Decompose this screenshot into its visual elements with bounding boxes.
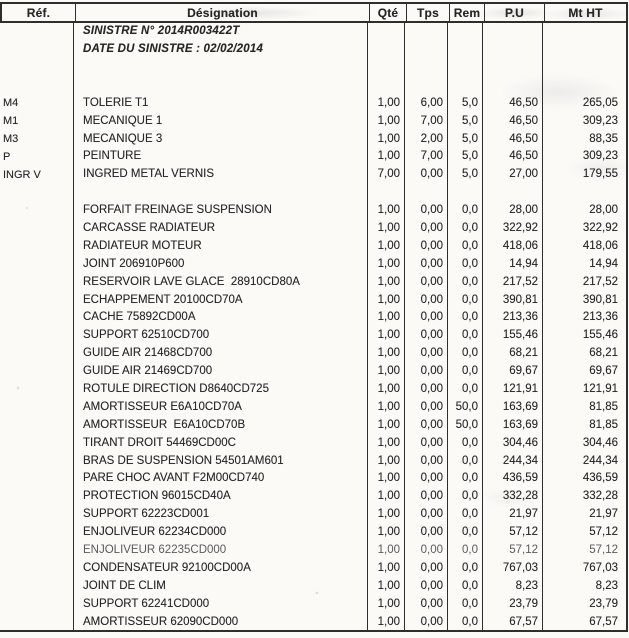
table-row [0, 112, 626, 130]
table-row [0, 327, 626, 345]
cell-rem: 0,0 [448, 452, 483, 470]
cell-pu: 67,57 [483, 613, 543, 631]
cell-tps: 0,00 [405, 542, 448, 560]
cell-mt-ht: 21,97 [589, 508, 618, 521]
cell-mt-ht: 81,85 [589, 418, 618, 431]
cell-designation: RADIATEUR MOTEUR [74, 238, 368, 256]
cell-mt-ht: 28,00 [589, 204, 618, 217]
cell-rem: 0,0 [448, 238, 483, 256]
cell-mt-ht [543, 77, 626, 95]
table-row [0, 309, 626, 327]
cell-rem: 5,0 [448, 112, 483, 130]
cell-mt-ht: 213,36 [582, 311, 618, 324]
cell-qte: 1,00 [368, 381, 405, 399]
cell-designation: DATE DU SINISTRE : 02/02/2014 [74, 41, 368, 59]
cell-qte: 1,00 [368, 417, 405, 435]
cell-ref [0, 417, 74, 435]
cell-rem [448, 23, 483, 41]
cell-pu: 436,59 [483, 470, 543, 488]
cell-rem: 5,0 [448, 148, 483, 166]
cell-pu: 46,50 [483, 148, 543, 166]
cell-ref [0, 524, 74, 542]
cell-pu: 46,50 [483, 112, 543, 130]
cell-rem: 5,0 [448, 95, 483, 113]
table-row [0, 256, 626, 274]
cell-pu: 217,52 [483, 273, 543, 291]
cell-mt-ht: 179,55 [582, 168, 618, 181]
cell-ref: M1 [0, 112, 74, 130]
cell-qte: 1,00 [368, 256, 405, 274]
cell-tps [405, 23, 448, 41]
cell-qte: 1,00 [368, 470, 405, 488]
cell-tps: 0,00 [405, 434, 448, 452]
table-row [0, 399, 626, 417]
cell-designation: PEINTURE [74, 148, 368, 166]
cell-mt-ht: 332,28 [582, 490, 618, 503]
cell-ref [0, 327, 74, 345]
cell-designation: ENJOLIVEUR 62234CD000 [74, 524, 368, 542]
table-row [0, 130, 626, 148]
cell-designation: FORFAIT FREINAGE SUSPENSION [74, 202, 368, 220]
table-row [0, 542, 626, 560]
cell-mt-ht: 8,23 [595, 579, 618, 592]
cell-designation: MECANIQUE 1 [74, 112, 368, 130]
cell-tps: 0,00 [405, 560, 448, 578]
cell-rem: 0,0 [448, 291, 483, 309]
cell-ref [0, 452, 74, 470]
cell-qte: 1,00 [368, 309, 405, 327]
cell-designation: SINISTRE N° 2014R003422T [74, 23, 368, 41]
cell-ref [0, 184, 74, 202]
cell-ref: M3 [0, 130, 74, 148]
cell-tps: 0,00 [405, 273, 448, 291]
cell-ref [0, 309, 74, 327]
cell-tps: 0,00 [405, 220, 448, 238]
cell-rem: 0,0 [448, 345, 483, 363]
cell-rem: 50,0 [448, 399, 483, 417]
cell-pu: 121,91 [483, 381, 543, 399]
cell-ref [0, 470, 74, 488]
cell-qte: 1,00 [368, 238, 405, 256]
table-row [0, 77, 626, 95]
cell-designation: PARE CHOC AVANT F2M00CD740 [74, 470, 368, 488]
cell-ref [0, 220, 74, 238]
cell-designation: SUPPORT 62223CD001 [74, 506, 368, 524]
table-row [0, 59, 626, 77]
cell-tps: 7,00 [405, 148, 448, 166]
cell-pu: 46,50 [483, 130, 543, 148]
cell-designation: ROTULE DIRECTION D8640CD725 [74, 381, 368, 399]
cell-ref: P [0, 148, 74, 166]
cell-rem [448, 184, 483, 202]
cell-tps: 2,00 [405, 130, 448, 148]
cell-tps: 0,00 [405, 202, 448, 220]
cell-tps: 7,00 [405, 112, 448, 130]
cell-pu: 244,34 [483, 452, 543, 470]
cell-pu: 213,36 [483, 309, 543, 327]
cell-qte: 1,00 [368, 202, 405, 220]
cell-tps [405, 59, 448, 77]
column-header-mtht: Mt HT [568, 5, 603, 20]
table-row [0, 524, 626, 542]
cell-rem [448, 77, 483, 95]
cell-ref [0, 488, 74, 506]
cell-rem [448, 59, 483, 77]
cell-pu: 322,92 [483, 220, 543, 238]
cell-qte [368, 184, 405, 202]
table-row [0, 95, 626, 113]
cell-mt-ht: 217,52 [582, 275, 618, 288]
cell-pu: 163,69 [483, 399, 543, 417]
table-row [0, 560, 626, 578]
cell-designation: CONDENSATEUR 92100CD00A [74, 560, 368, 578]
cell-mt-ht: 57,12 [589, 526, 618, 539]
cell-rem: 0,0 [448, 256, 483, 274]
cell-designation: CACHE 75892CD00A [74, 309, 368, 327]
cell-ref [0, 596, 74, 614]
cell-qte: 1,00 [368, 220, 405, 238]
table-row [0, 202, 626, 220]
cell-designation: TOLERIE T1 [74, 95, 368, 113]
cell-ref: INGR V [0, 166, 74, 184]
cell-tps: 0,00 [405, 256, 448, 274]
cell-rem: 0,0 [448, 596, 483, 614]
table-row [0, 417, 626, 435]
cell-ref [0, 434, 74, 452]
cell-qte [368, 41, 405, 59]
cell-tps: 0,00 [405, 470, 448, 488]
cell-qte: 1,00 [368, 327, 405, 345]
table-body [0, 23, 628, 632]
cell-mt-ht: 309,23 [582, 114, 618, 127]
cell-ref [0, 363, 74, 381]
cell-ref [0, 202, 74, 220]
cell-designation: AMORTISSEUR E6A10CD70B [74, 417, 368, 435]
cell-mt-ht: 304,46 [582, 436, 618, 449]
cell-designation [74, 59, 368, 77]
cell-designation: RESERVOIR LAVE GLACE 28910CD80A [74, 273, 368, 291]
cell-ref [0, 506, 74, 524]
cell-tps: 0,00 [405, 613, 448, 631]
cell-pu: 68,21 [483, 345, 543, 363]
table-row [0, 273, 626, 291]
table-row [0, 488, 626, 506]
column-header-pu: P.U [485, 4, 545, 21]
cell-mt-ht: 244,34 [582, 454, 618, 467]
table-row [0, 345, 626, 363]
cell-ref: M4 [0, 95, 74, 113]
cell-designation: AMORTISSEUR 62090CD000 [74, 613, 368, 631]
table-row [0, 23, 626, 41]
cell-pu: 767,03 [483, 560, 543, 578]
cell-mt-ht [543, 184, 626, 202]
cell-tps: 0,00 [405, 291, 448, 309]
cell-pu: 23,79 [483, 596, 543, 614]
cell-qte: 1,00 [368, 291, 405, 309]
cell-qte [368, 77, 405, 95]
cell-ref [0, 41, 74, 59]
cell-mt-ht: 155,46 [582, 329, 618, 342]
cell-mt-ht: 68,21 [589, 347, 618, 360]
cell-tps: 0,00 [405, 327, 448, 345]
cell-pu: 27,00 [483, 166, 543, 184]
cell-ref [0, 381, 74, 399]
column-header-tps: Tps [407, 4, 450, 21]
cell-rem: 0,0 [448, 381, 483, 399]
cell-tps [405, 77, 448, 95]
cell-rem: 0,0 [448, 220, 483, 238]
cell-pu: 21,97 [483, 506, 543, 524]
cell-ref [0, 23, 74, 41]
cell-pu: 46,50 [483, 95, 543, 113]
cell-rem: 0,0 [448, 524, 483, 542]
table-row [0, 363, 626, 381]
table-row [0, 578, 626, 596]
cell-rem: 5,0 [448, 130, 483, 148]
cell-qte: 7,00 [368, 166, 405, 184]
cell-ref [0, 291, 74, 309]
cell-qte: 1,00 [368, 148, 405, 166]
cell-designation: SUPPORT 62241CD000 [74, 596, 368, 614]
cell-designation [74, 184, 368, 202]
cell-rem [448, 41, 483, 59]
table-header-row [0, 2, 628, 23]
cell-mt-ht: 23,79 [589, 597, 618, 610]
cell-ref [0, 345, 74, 363]
cell-mt-ht: 767,03 [582, 561, 618, 574]
cell-rem: 0,0 [448, 560, 483, 578]
cell-tps: 0,00 [405, 363, 448, 381]
cell-tps: 0,00 [405, 399, 448, 417]
cell-pu [483, 184, 543, 202]
column-header-designation: Désignation [76, 4, 370, 21]
cell-pu [483, 59, 543, 77]
table-row [0, 166, 626, 184]
table-row [0, 381, 626, 399]
cell-rem: 0,0 [448, 309, 483, 327]
cell-pu: 418,06 [483, 238, 543, 256]
cell-qte: 1,00 [368, 273, 405, 291]
cell-qte [368, 23, 405, 41]
cell-mt-ht: 390,81 [582, 293, 618, 306]
cell-mt-ht: 322,92 [582, 221, 618, 234]
cell-ref [0, 560, 74, 578]
cell-rem: 0,0 [448, 202, 483, 220]
cell-ref [0, 256, 74, 274]
repair-estimate-table [0, 2, 628, 632]
cell-pu: 8,23 [483, 578, 543, 596]
cell-rem: 0,0 [448, 434, 483, 452]
table-row [0, 506, 626, 524]
cell-designation: JOINT DE CLIM [74, 578, 368, 596]
cell-pu: 28,00 [483, 202, 543, 220]
cell-qte: 1,00 [368, 613, 405, 631]
cell-designation: CARCASSE RADIATEUR [74, 220, 368, 238]
cell-designation: JOINT 206910P600 [74, 256, 368, 274]
cell-designation: TIRANT DROIT 54469CD00C [74, 434, 368, 452]
cell-ref [0, 238, 74, 256]
table-row [0, 596, 626, 614]
cell-qte: 1,00 [368, 542, 405, 560]
cell-mt-ht [543, 41, 626, 59]
cell-rem: 0,0 [448, 613, 483, 631]
cell-pu [483, 41, 543, 59]
cell-tps: 0,00 [405, 238, 448, 256]
cell-tps [405, 184, 448, 202]
table-row [0, 613, 626, 631]
table-row [0, 452, 626, 470]
cell-qte: 1,00 [368, 488, 405, 506]
column-header-rem: Rem [450, 4, 485, 21]
cell-mt-ht: 309,23 [582, 150, 618, 163]
table-row [0, 291, 626, 309]
cell-designation: SUPPORT 62510CD700 [74, 327, 368, 345]
cell-ref [0, 273, 74, 291]
cell-mt-ht: 14,94 [589, 257, 618, 270]
cell-mt-ht: 436,59 [582, 472, 618, 485]
cell-tps: 0,00 [405, 309, 448, 327]
table-row [0, 41, 626, 59]
cell-designation [74, 77, 368, 95]
cell-mt-ht: 265,05 [582, 96, 618, 109]
cell-rem: 0,0 [448, 488, 483, 506]
cell-ref [0, 578, 74, 596]
cell-mt-ht: 69,67 [589, 365, 618, 378]
cell-mt-ht: 88,35 [589, 132, 618, 145]
table-row [0, 184, 626, 202]
cell-tps: 0,00 [405, 506, 448, 524]
cell-pu: 57,12 [483, 542, 543, 560]
cell-qte: 1,00 [368, 345, 405, 363]
cell-pu: 304,46 [483, 434, 543, 452]
column-header-qte: Qté [370, 4, 407, 21]
cell-rem: 0,0 [448, 327, 483, 345]
cell-designation: MECANIQUE 3 [74, 130, 368, 148]
cell-qte: 1,00 [368, 399, 405, 417]
cell-designation: ENJOLIVEUR 62235CD000 [74, 542, 368, 560]
cell-rem: 0,0 [448, 542, 483, 560]
cell-ref [0, 613, 74, 631]
cell-rem: 0,0 [448, 363, 483, 381]
cell-rem: 5,0 [448, 166, 483, 184]
cell-pu: 155,46 [483, 327, 543, 345]
cell-pu: 14,94 [483, 256, 543, 274]
cell-qte: 1,00 [368, 560, 405, 578]
cell-rem: 0,0 [448, 506, 483, 524]
cell-tps: 0,00 [405, 452, 448, 470]
cell-pu [483, 23, 543, 41]
cell-tps: 0,00 [405, 417, 448, 435]
cell-tps: 0,00 [405, 381, 448, 399]
cell-rem: 0,0 [448, 578, 483, 596]
cell-designation: BRAS DE SUSPENSION 54501AM601 [74, 452, 368, 470]
table-row [0, 220, 626, 238]
cell-designation: GUIDE AIR 21469CD700 [74, 363, 368, 381]
cell-ref [0, 399, 74, 417]
cell-rem: 0,0 [448, 273, 483, 291]
cell-rem: 0,0 [448, 470, 483, 488]
cell-tps: 0,00 [405, 488, 448, 506]
cell-qte: 1,00 [368, 452, 405, 470]
cell-mt-ht: 121,91 [582, 383, 618, 395]
cell-pu: 390,81 [483, 291, 543, 309]
cell-ref [0, 77, 74, 95]
cell-mt-ht: 57,12 [589, 544, 618, 557]
table-row [0, 238, 626, 256]
cell-qte: 1,00 [368, 112, 405, 130]
cell-mt-ht [543, 23, 626, 41]
cell-designation: ECHAPPEMENT 20100CD70A [74, 291, 368, 309]
cell-ref [0, 59, 74, 77]
cell-pu: 332,28 [483, 488, 543, 506]
cell-qte: 1,00 [368, 596, 405, 614]
cell-ref [0, 542, 74, 560]
cell-mt-ht: 81,85 [589, 400, 618, 413]
cell-mt-ht: 418,06 [582, 239, 618, 252]
column-header-ref: Réf. [2, 4, 76, 21]
table-row [0, 434, 626, 452]
cell-rem: 50,0 [448, 417, 483, 435]
cell-tps: 0,00 [405, 345, 448, 363]
cell-tps: 0,00 [405, 596, 448, 614]
cell-qte: 1,00 [368, 130, 405, 148]
cell-pu [483, 77, 543, 95]
cell-qte: 1,00 [368, 95, 405, 113]
cell-tps: 0,00 [405, 524, 448, 542]
cell-mt-ht [543, 59, 626, 77]
cell-tps: 6,00 [405, 95, 448, 113]
cell-pu: 163,69 [483, 417, 543, 435]
cell-qte: 1,00 [368, 434, 405, 452]
cell-designation: GUIDE AIR 21468CD700 [74, 345, 368, 363]
cell-mt-ht: 67,57 [589, 615, 618, 628]
cell-tps: 0,00 [405, 578, 448, 596]
cell-qte: 1,00 [368, 578, 405, 596]
cell-tps: 0,00 [405, 166, 448, 184]
cell-qte: 1,00 [368, 363, 405, 381]
table-row [0, 470, 626, 488]
cell-designation: PROTECTION 96015CD40A [74, 488, 368, 506]
cell-designation: AMORTISSEUR E6A10CD70A [74, 399, 368, 417]
cell-designation: INGRED METAL VERNIS [74, 166, 368, 184]
cell-qte [368, 59, 405, 77]
table-row [0, 148, 626, 166]
cell-tps [405, 41, 448, 59]
cell-qte: 1,00 [368, 506, 405, 524]
cell-pu: 69,67 [483, 363, 543, 381]
cell-pu: 57,12 [483, 524, 543, 542]
cell-qte: 1,00 [368, 524, 405, 542]
